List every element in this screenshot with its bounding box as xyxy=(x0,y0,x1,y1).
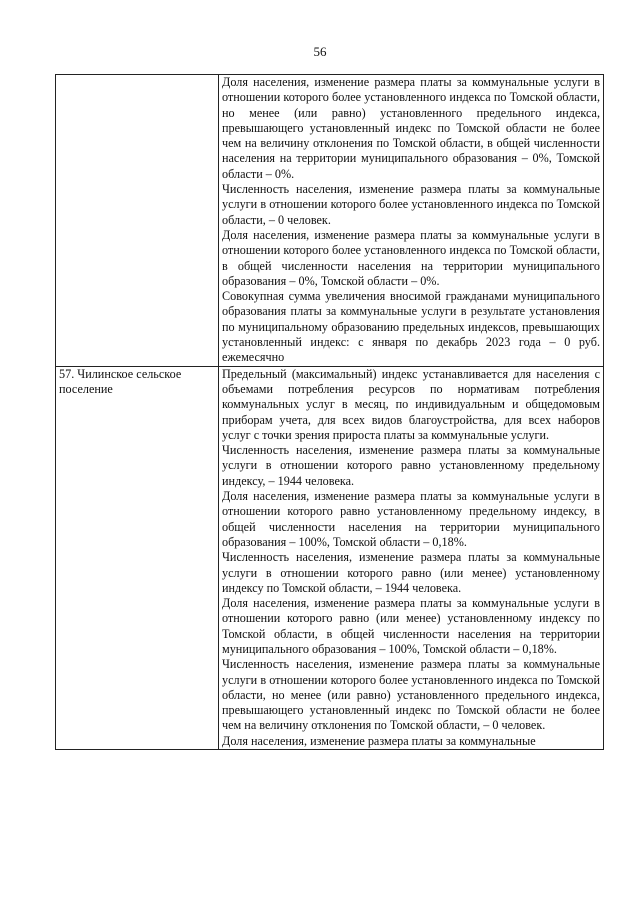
description-paragraph: Доля населения, изменение размера платы за коммунальные xyxy=(222,733,536,748)
municipality-cell xyxy=(56,366,219,749)
page-number: 56 xyxy=(313,44,327,59)
description-paragraph: Численность населения, изменение размера платы за коммунальные услуги в отношении которого более установленного индекса по Томской области, – 0 человек. xyxy=(222,182,600,227)
description-paragraph: Численность населения, изменение размера платы за коммунальные услуги в отношении которого равно (или менее) установленному индексу по Томской области, – 1944 человека. xyxy=(222,550,600,595)
description-paragraph: Предельный (максимальный) индекс устанавливается для населения с объемами потребления ресурсов по нормативам потребления коммунальных услуг в месяц, по индивидуальным и общедомовым приборам учета, для всех видов благоустройства, для всех наборов услуг с точки зрения прироста платы за коммунальные услуги. xyxy=(222,366,600,442)
description-paragraph: Совокупная сумма увеличения вносимой гражданами муниципального образования платы за коммунальные услуги в результате установления по муниципальному образованию предельных индексов, превышающих установленный индекс: с января по декабрь 2023 года – 0 руб. ежемесячно xyxy=(222,289,600,365)
description-paragraph: Доля населения, изменение размера платы за коммунальные услуги в отношении которого равно установленному предельному индексу, в общей численности населения на территории муниципального образования – 100%, Томской области – 0,18%. xyxy=(222,489,600,549)
description-cell xyxy=(219,75,604,367)
description-paragraph: Численность населения, изменение размера платы за коммунальные услуги в отношении которого равно установленному предельному индексу, – 1944 человека. xyxy=(222,443,600,488)
table-row xyxy=(56,75,604,367)
description-paragraph: Доля населения, изменение размера платы за коммунальные услуги в отношении которого более установленного индекса по Томской области, но менее (или равно) установленного предельного индекса, превышающего установленный индекс по Томской области не более чем на величину отклонения по Томской области, в общей численности населения на территории муниципального образования – 0%, Томской области – 0%. xyxy=(222,75,600,181)
table-row xyxy=(56,366,604,749)
municipality-label: 57. Чилинское сельское поселение xyxy=(59,366,182,396)
description-paragraph: Численность населения, изменение размера платы за коммунальные услуги в отношении которого более установленного индекса по Томской области, но менее (или равно) установленного предельного индекса, превышающего установленный индекс по Томской области не более чем на величину отклонения по Томской области, – 0 человек. xyxy=(222,657,600,733)
indices-table xyxy=(55,74,604,750)
description-paragraph: Доля населения, изменение размера платы за коммунальные услуги в отношении которого равно (или менее) установленному индексу по Томской области, в общей численности населения на территории муниципального образования – 100%, Томской области – 0,18%. xyxy=(222,596,600,656)
municipality-cell xyxy=(56,75,219,367)
description-cell xyxy=(219,366,604,749)
description-paragraph: Доля населения, изменение размера платы за коммунальные услуги в отношении которого более установленного индекса по Томской области, в общей численности населения на территории муниципального образования – 0%, Томской области – 0%. xyxy=(222,227,600,288)
